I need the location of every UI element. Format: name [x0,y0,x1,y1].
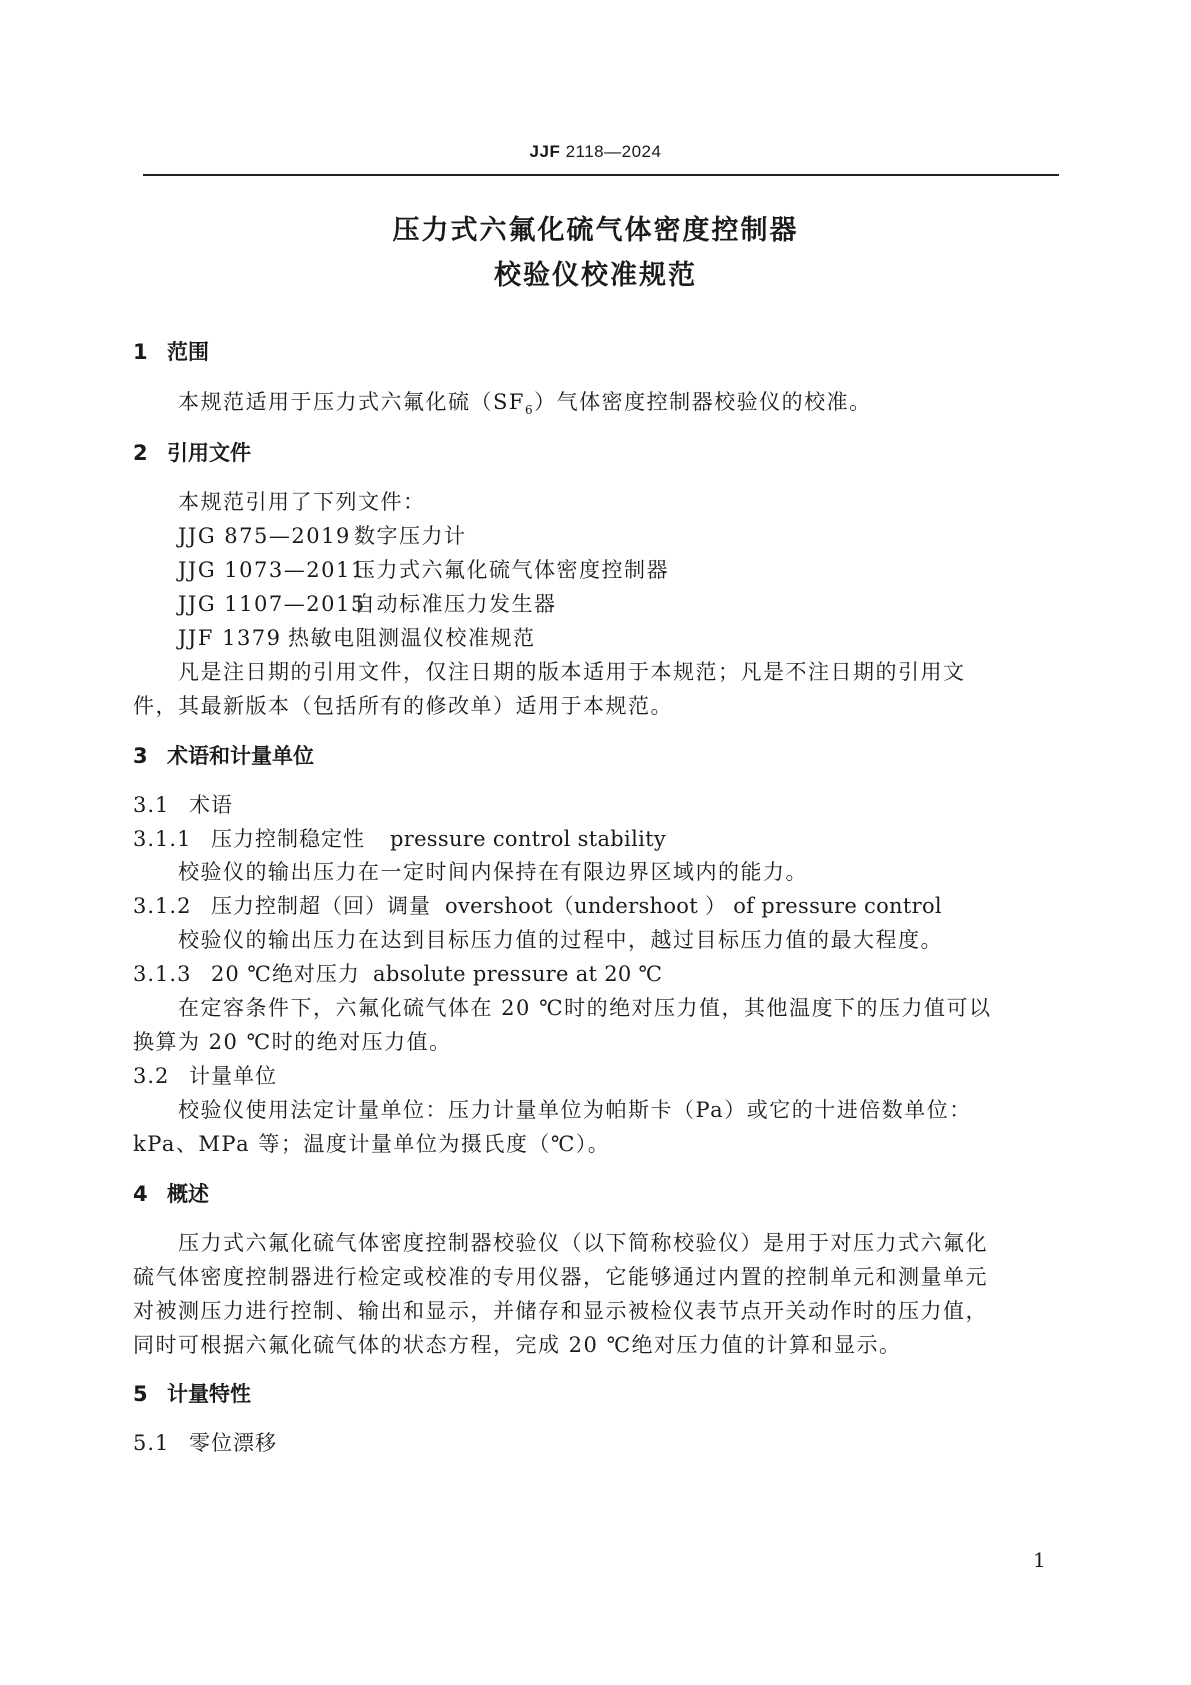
reference-name: 数字压力计 [354,524,467,548]
references-intro: 本规范引用了下列文件： [178,490,426,514]
page-number: 1 [1033,1548,1046,1572]
section-1-paragraph [178,386,872,417]
term-3-1-3-definition-line2: 换算为 20 ℃时的绝对压力值。 [133,1030,452,1054]
term-3-1-2-definition: 校验仪的输出压力在达到目标压力值的过程中，越过目标压力值的最大程度。 [178,928,943,952]
reference-item [178,622,536,652]
subsection-title: 术语 [189,793,233,817]
term-3-1-1-definition: 校验仪的输出压力在一定时间内保持在有限边界区域内的能力。 [178,860,808,884]
section-title: 术语和计量单位 [167,744,314,768]
section-number: 4 [133,1182,148,1206]
reference-name: 压力式六氟化硫气体密度控制器 [354,558,669,582]
section-title: 概述 [167,1182,209,1206]
term-number: 3.1.2 [133,894,192,918]
subsection-3-2 [133,1060,277,1090]
subscript: 6 [524,403,535,418]
subsection-number: 5.1 [133,1431,170,1455]
subsection-title: 计量单位 [189,1064,277,1088]
subsection-title: 零位漂移 [189,1431,277,1455]
term-english: absolute pressure at 20 ℃ [373,962,663,986]
term-3-1-1 [133,823,666,853]
subsection-5-1 [133,1427,277,1457]
term-3-1-2 [133,890,942,920]
term-3-1-3-definition-line1: 在定容条件下，六氟化硫气体在 20 ℃时的绝对压力值，其他温度下的压力值可以 [178,996,992,1020]
section-number: 1 [133,340,148,364]
section-1-heading [133,336,209,366]
term-number: 3.1.1 [133,827,192,851]
section-2-heading [133,437,251,467]
paragraph-text: 本规范适用于压力式六氟化硫（SF [178,390,525,414]
reference-note-line1: 凡是注日期的引用文件，仅注日期的版本适用于本规范；凡是不注日期的引用文 [178,660,966,684]
section-4-heading [133,1178,209,1208]
subsection-3-1 [133,789,233,819]
units-text-line1: 校验仪使用法定计量单位：压力计量单位为帕斯卡（Pa）或它的十进倍数单位： [178,1098,972,1122]
subsection-number: 3.1 [133,793,170,817]
reference-code: JJG 875—2019 [178,524,351,548]
running-header [0,142,1191,162]
section-title: 范围 [167,340,209,364]
subsection-number: 3.2 [133,1064,170,1088]
term-english: pressure control stability [390,827,667,851]
document-title-line2: 校验仪校准规范 [494,260,697,291]
reference-code: JJF 1379 [178,626,282,650]
overview-line: 硫气体密度控制器进行检定或校准的专用仪器，它能够通过内置的控制单元和测量单元 [133,1265,988,1289]
document-title-line1: 压力式六氟化硫气体密度控制器 [392,215,799,246]
overview-line: 压力式六氟化硫气体密度控制器校验仪（以下简称校验仪）是用于对压力式六氟化 [178,1231,988,1255]
reference-name: 热敏电阻测温仪校准规范 [288,626,536,650]
overview-line: 同时可根据六氟化硫气体的状态方程，完成 20 ℃绝对压力值的计算和显示。 [133,1333,902,1357]
section-number: 2 [133,441,148,465]
section-5-heading [133,1378,251,1408]
units-text-line2: kPa、MPa 等；温度计量单位为摄氏度（℃）。 [133,1132,611,1156]
reference-code: JJG 1073—2011 [178,558,366,582]
standard-code-prefix: JJF [529,142,561,161]
paragraph-text: ）气体密度控制器校验仪的校准。 [534,390,872,414]
section-title: 引用文件 [167,441,251,465]
section-title: 计量特性 [167,1382,251,1406]
reference-item [178,520,467,550]
reference-note-line2: 件，其最新版本（包括所有的修改单）适用于本规范。 [133,694,673,718]
section-number: 3 [133,744,148,768]
standard-code-number: 2118—2024 [565,142,662,161]
section-number: 5 [133,1382,148,1406]
reference-item [178,554,669,584]
term-chinese: 压力控制超（回）调量 [211,894,431,918]
overview-line: 对被测压力进行控制、输出和显示，并储存和显示被检仪表节点开关动作时的压力值， [133,1299,988,1323]
term-number: 3.1.3 [133,962,192,986]
header-rule [143,174,1059,176]
reference-item [178,588,557,618]
term-chinese: 压力控制稳定性 [211,827,365,851]
term-3-1-3 [133,958,662,988]
term-english: overshoot（undershoot ） of pressure control [445,894,942,918]
section-3-heading [133,740,314,770]
term-chinese: 20 ℃绝对压力 [211,962,360,986]
reference-name: 自动标准压力发生器 [354,592,557,616]
reference-code: JJG 1107—2015 [178,592,366,616]
